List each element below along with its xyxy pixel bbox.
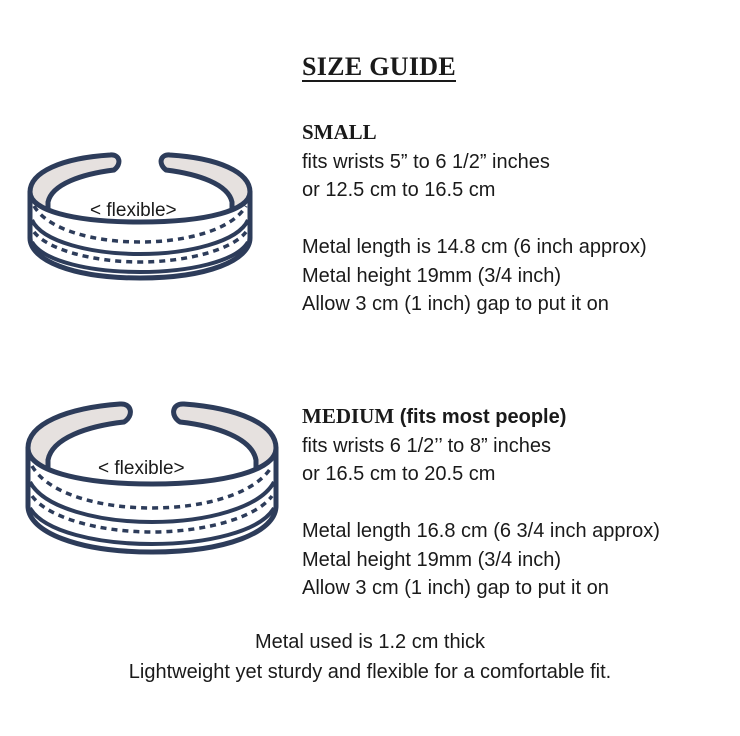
size-heading: MEDIUM — [302, 404, 395, 428]
size-detail-line: Metal length is 14.8 cm (6 inch approx) — [302, 236, 647, 258]
size-medium-section — [302, 402, 660, 603]
size-detail-line: Allow 3 cm (1 inch) gap to put it on — [302, 577, 609, 599]
bracelet-medium-icon — [22, 398, 282, 566]
flexible-label: < flexible> — [98, 458, 185, 479]
size-detail-line: fits wrists 5” to 6 1/2” inches — [302, 150, 550, 173]
size-detail-line: Allow 3 cm (1 inch) gap to put it on — [302, 293, 609, 315]
size-detail-line: or 16.5 cm to 20.5 cm — [302, 463, 496, 485]
footer-metal-thickness: Metal used is 1.2 cm thick — [254, 631, 486, 653]
size-detail-spacer — [302, 489, 660, 518]
size-heading-note: (fits most people) — [399, 406, 567, 428]
size-small-section — [302, 118, 647, 319]
size-detail-spacer — [302, 205, 647, 234]
page-title: SIZE GUIDE — [302, 52, 456, 81]
size-detail-line: Metal height 19mm (3/4 inch) — [302, 264, 562, 287]
size-detail-line: or 12.5 cm to 16.5 cm — [302, 179, 496, 201]
size-detail-line: Metal height 19mm (3/4 inch) — [302, 548, 562, 571]
size-heading: SMALL — [302, 120, 377, 144]
footer-comfort-note: Lightweight yet sturdy and flexible for a comfortable fit. — [128, 661, 612, 683]
size-detail-line: Metal length 16.8 cm (6 3/4 inch approx) — [302, 520, 660, 542]
bracelet-small-icon — [22, 150, 258, 290]
flexible-label: < flexible> — [90, 200, 177, 221]
size-detail-line: fits wrists 6 1/2’’ to 8” inches — [302, 434, 551, 457]
